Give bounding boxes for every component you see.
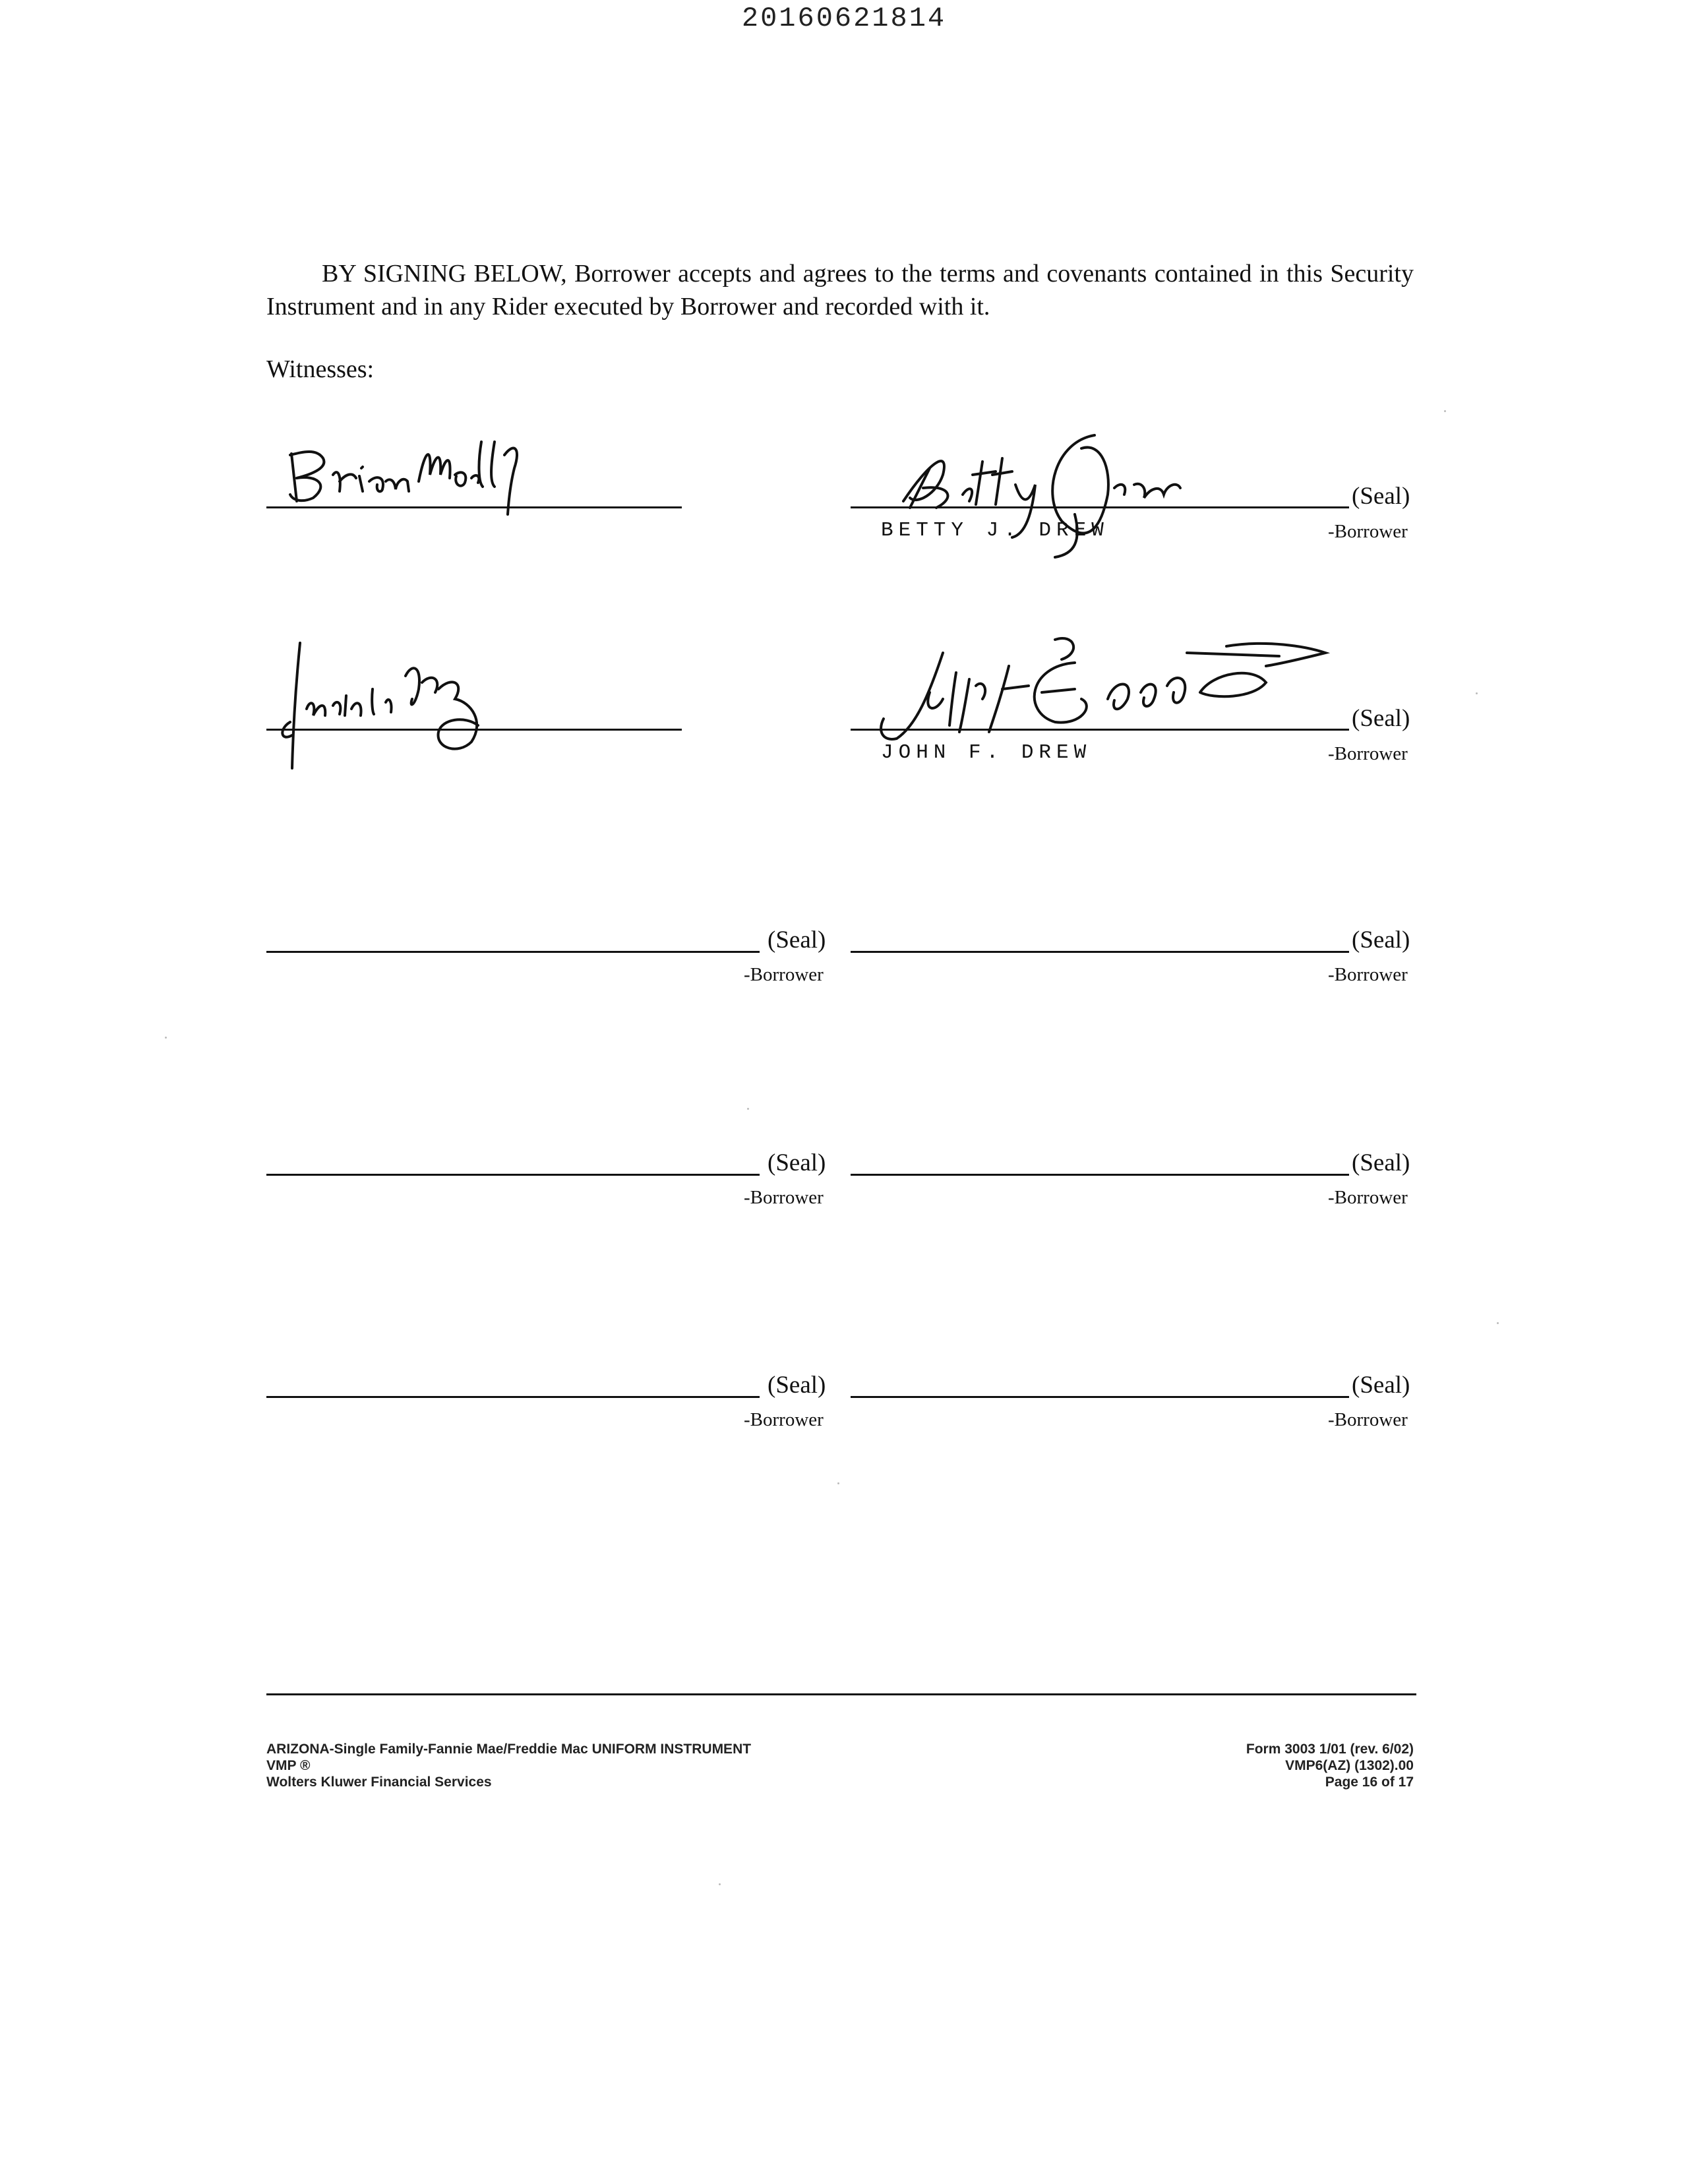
signing-statement-text: BY SIGNING BELOW, Borrower accepts and agrees to the terms and covenants contained in this Security Instrument and in any Rider executed by Borrower and recorded with it. [266, 260, 1414, 320]
seal-label-john: (Seal) [1352, 705, 1410, 732]
seal-label-row3-right: (Seal) [1352, 926, 1410, 954]
printed-name-john: JOHN F. DREW [881, 741, 1092, 764]
scan-speck [1497, 1322, 1499, 1324]
scan-speck [1476, 692, 1478, 694]
scan-speck [165, 1037, 167, 1039]
borrower-label-row3-left: -Borrower [744, 964, 824, 985]
borrower-label-row4-left: -Borrower [744, 1187, 824, 1208]
signing-statement [266, 257, 1414, 323]
borrower-signature-line-betty [851, 506, 1349, 508]
scan-speck [747, 1108, 749, 1110]
footer-vmp-code: VMP6(AZ) (1302).00 [1285, 1758, 1414, 1773]
seal-label-row4-left: (Seal) [768, 1149, 826, 1176]
witness-signature-2 [274, 636, 498, 778]
footer-form-id: Form 3003 1/01 (rev. 6/02) [1246, 1742, 1414, 1757]
borrower-signature-john [857, 626, 1358, 752]
witnesses-label: Witnesses: [266, 355, 375, 383]
seal-label-row3-left: (Seal) [768, 926, 826, 954]
borrower-label-row3-right: -Borrower [1328, 964, 1408, 985]
scan-speck [837, 1482, 839, 1484]
signature-line-row4-right [851, 1174, 1349, 1176]
footer-form-info [266, 1741, 751, 1790]
borrower-label-row4-right: -Borrower [1328, 1187, 1408, 1208]
seal-label-row5-left: (Seal) [768, 1372, 826, 1399]
borrower-signature-line-john [851, 729, 1349, 731]
seal-label-betty: (Seal) [1352, 483, 1410, 510]
signature-line-row4-left [266, 1174, 760, 1176]
borrower-label-john: -Borrower [1328, 743, 1408, 764]
footer-rule [266, 1693, 1416, 1695]
printed-name-betty: BETTY J. DREW [881, 519, 1109, 542]
signature-line-row3-right [851, 951, 1349, 953]
scan-speck [1444, 410, 1446, 412]
borrower-label-row5-left: -Borrower [744, 1409, 824, 1430]
scan-speck [719, 1883, 721, 1885]
footer-form-number [1246, 1741, 1414, 1790]
document-number: 20160621814 [741, 3, 947, 34]
seal-label-row5-right: (Seal) [1352, 1372, 1410, 1399]
witness-signature-line-2 [266, 729, 682, 731]
footer-instrument-title: ARIZONA-Single Family-Fannie Mae/Freddie Mac UNIFORM INSTRUMENT [266, 1742, 752, 1757]
footer-publisher: Wolters Kluwer Financial Services [266, 1774, 492, 1790]
footer-vmp-mark: VMP ® [266, 1758, 311, 1773]
seal-label-row4-right: (Seal) [1352, 1149, 1410, 1176]
signature-line-row5-right [851, 1396, 1349, 1398]
witness-signature-line-1 [266, 506, 682, 508]
signature-line-row3-left [266, 951, 760, 953]
signature-line-row5-left [266, 1396, 760, 1398]
borrower-label-row5-right: -Borrower [1328, 1409, 1408, 1430]
borrower-label-betty: -Borrower [1328, 521, 1408, 542]
footer-page-number: Page 16 of 17 [1325, 1774, 1414, 1790]
